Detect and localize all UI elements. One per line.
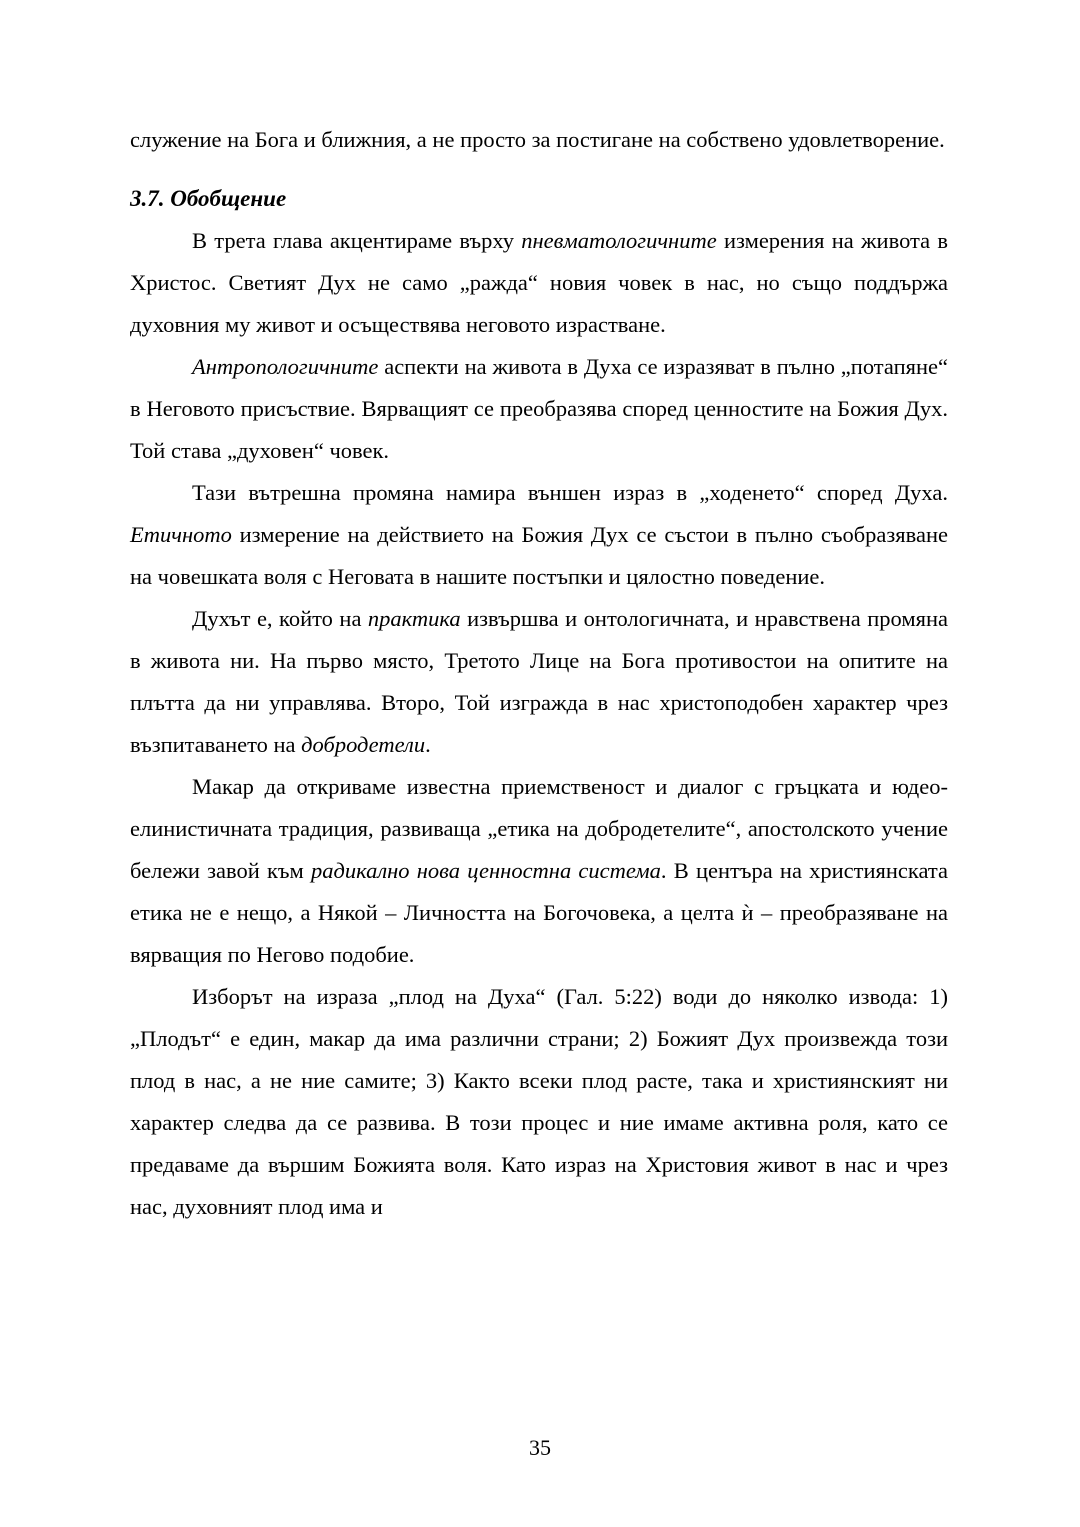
document-content xyxy=(130,119,948,1228)
page-number: 35 xyxy=(529,1435,551,1460)
italic-text-run: Етичното xyxy=(130,522,232,547)
paragraph xyxy=(130,119,948,161)
italic-text-run: пневматологичните xyxy=(521,228,717,253)
text-run: Макар да откриваме известна приемственост и диалог с гръцката и юдео-елинистичната традиция, развиваща „етика на добродетелите“, апостолското учение бележи завой към xyxy=(130,774,948,883)
paragraph xyxy=(130,598,948,766)
section-heading: 3.7. Обобщение xyxy=(130,186,287,211)
italic-text-run: радикално нова ценностна система xyxy=(310,858,661,883)
text-run: . В центъра на християнската етика не е нещо, а Някой – Личността на Богочовека, а целта ѝ – преобразяване на вярващия по Негово подобие. xyxy=(130,858,948,967)
text-run: В трета глава акцентираме върху xyxy=(192,228,522,253)
italic-text-run: Антропологичните xyxy=(192,354,379,379)
text-run: Тази вътрешна промяна намира външен израз в „ходенето“ според Духа. xyxy=(192,480,948,505)
text-run: Изборът на израза „плод на Духа“ (Гал. 5:22) води до няколко извода: 1) „Плодът“ е един, макар да има различни страни; 2) Божият Дух произвежда този плод в нас, а не ние самите; 3) Както всеки плод расте, така и християнският ни характер следва да се развива. В този процес и ние имаме активна роля, като се предаваме да вършим Божията воля. Като израз на Христовия живот в нас и чрез нас, духовният плод има и xyxy=(130,984,948,1219)
text-run: аспекти на живота в Духа се изразяват в пълно „потапяне“ в Неговото присъствие. Вярващият се преобразява според ценностите на Божия Дух. Той става „духовен“ човек. xyxy=(130,354,948,463)
text-run: извършва и онтологичната, и нравствена промяна в живота ни. На първо място, Третото Лице на Бога противостои на опитите на плътта да ни управлява. Второ, Той изгражда в нас христоподобен характер чрез възпитаването на xyxy=(130,606,948,757)
italic-text-run: практика xyxy=(367,606,461,631)
continuation-paragraph-container xyxy=(130,119,948,161)
paragraph xyxy=(130,346,948,472)
paragraphs-container xyxy=(130,220,948,1228)
paragraph xyxy=(130,976,948,1228)
paragraph xyxy=(130,472,948,598)
text-run: измерение на действието на Божия Дух се състои в пълно съобразяване на човешката воля с Неговата в нашите постъпки и цялостно поведение. xyxy=(130,522,948,589)
text-run: измерения на живота в Христос. Светият Дух не само „ражда“ новия човек в нас, но също поддържа духовния му живот и осъществява неговото израстване. xyxy=(130,228,948,337)
paragraph xyxy=(130,220,948,346)
paragraph xyxy=(130,766,948,976)
italic-text-run: добродетели xyxy=(301,732,426,757)
text-run: Духът е, който на xyxy=(192,606,368,631)
text-run: служение на Бога и ближния, а не просто за постигане на собствено удовлетворение. xyxy=(130,127,945,152)
text-run: . xyxy=(425,732,431,757)
